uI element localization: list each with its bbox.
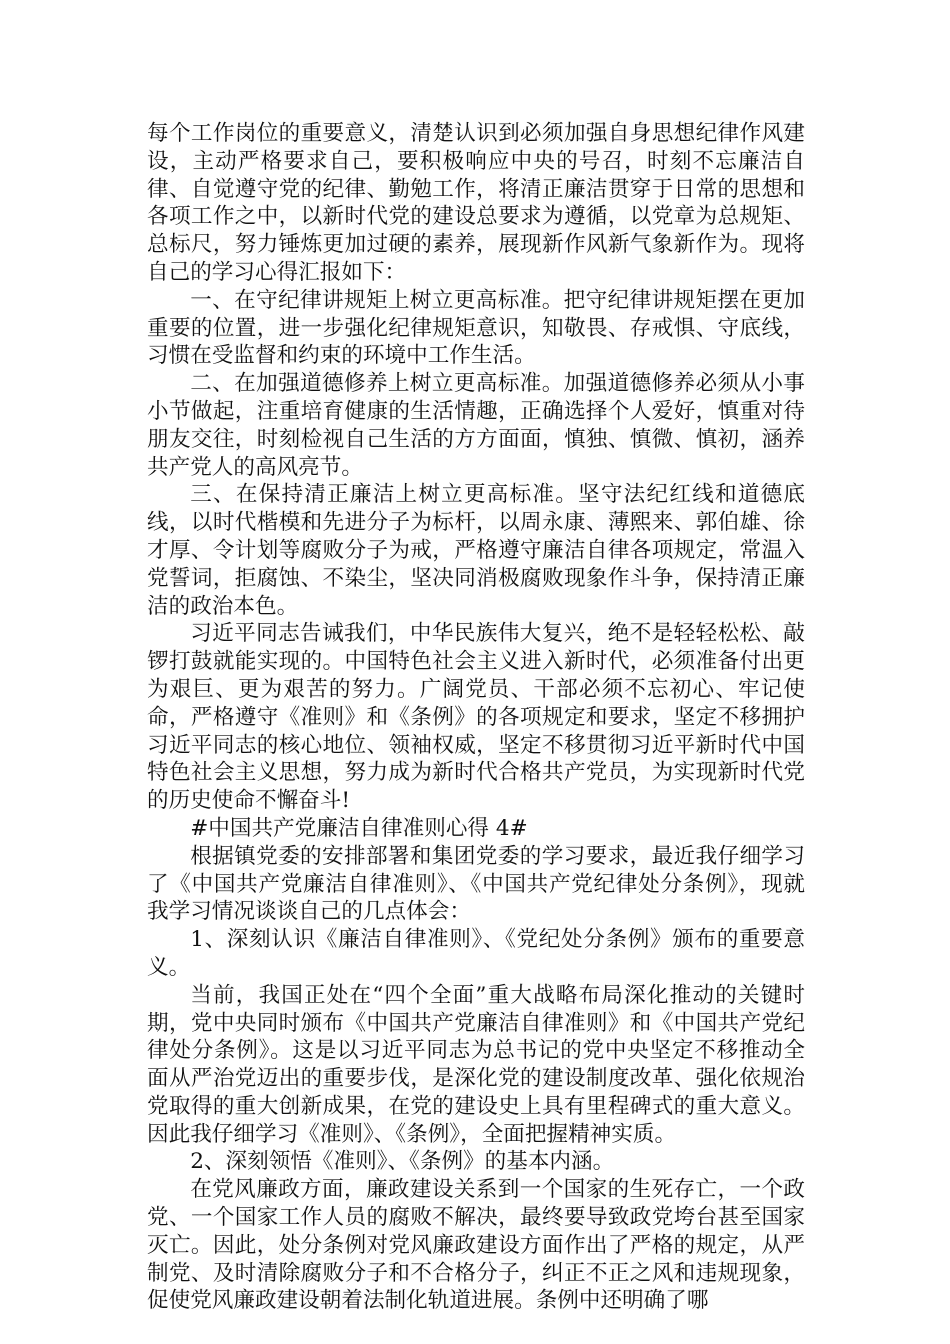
paragraph-1: 每个工作岗位的重要意义，清楚认识到必须加强自身思想纪律作风建设，主动严格要求自己，要积极响应中央的号召，时刻不忘廉洁自律、自觉遵守党的纪律、勤勉工作，将清正廉洁贯穿于日常的思想和各项工作之中，以新时代党的建设总要求为遵循，以党章为总规矩、总标尺，努力锤炼更加过硬的素养，展现新作风新气象新作为。现将自己的学习心得汇报如下： (147, 121, 805, 285)
paragraph-7: 根据镇党委的安排部署和集团党委的学习要求，最近我仔细学习了《中国共产党廉洁自律准则》、《中国共产党纪律处分条例》，现就我学习情况谈谈自己的几点体会： (147, 843, 805, 925)
paragraph-8: 1、深刻认识《廉洁自律准则》、《党纪处分条例》颁布的重要意义。 (147, 927, 805, 980)
section-heading: #中国共产党廉洁自律准则心得 4# (190, 815, 528, 841)
paragraph-10: 2、深刻领悟《准则》、《条例》的基本内涵。 (190, 1149, 615, 1175)
paragraph-9: 当前，我国正处在“四个全面”重大战略布局深化推动的关键时期，党中央同时颁布《中国共产党廉洁自律准则》和《中国共产党纪律处分条例》。这是以习近平同志为总书记的党中央坚定不移推动全面从严治党迈出的重要步伐，是深化党的建设制度改革、强化依规治党取得的重大创新成果，在党的建设史上具有里程碑式的重大意义。因此我仔细学习《准则》、《条例》，全面把握精神实质。 (147, 982, 805, 1147)
paragraph-11: 在党风廉政方面，廉政建设关系到一个国家的生死存亡，一个政党、一个国家工作人员的腐败不解决，最终要导致政党垮台甚至国家灭亡。因此，处分条例对党风廉政建设方面作出了严格的规定，从严制党、及时清除腐败分子和不合格分子，纠正不正之风和违规现象，促使党风廉政建设朝着法制化轨道进展。条例中还明确了哪 (147, 1177, 805, 1314)
paragraph-3: 二、在加强道德修养上树立更高标准。加强道德修养必须从小事小节做起，注重培育健康的生活情趣，正确选择个人爱好，慎重对待朋友交往，时刻检视自己生活的方方面面，慎独、慎微、慎初，涵养共产党人的高风亮节。 (147, 371, 805, 480)
document-body (147, 120, 805, 1315)
paragraph-2: 一、在守纪律讲规矩上树立更高标准。把守纪律讲规矩摆在更加重要的位置，进一步强化纪律规矩意识，知敬畏、存戒惧、守底线，习惯在受监督和约束的环境中工作生活。 (147, 287, 805, 369)
paragraph-4: 三、在保持清正廉洁上树立更高标准。坚守法纪红线和道德底线，以时代楷模和先进分子为标杆，以周永康、薄熙来、郭伯雄、徐才厚、令计划等腐败分子为戒，严格遵守廉洁自律各项规定，常温入党誓词，拒腐蚀、不染尘，坚决同消极腐败现象作斗争，保持清正廉洁的政治本色。 (147, 482, 805, 619)
paragraph-5: 习近平同志告诫我们，中华民族伟大复兴，绝不是轻轻松松、敲锣打鼓就能实现的。中国特色社会主义进入新时代，必须准备付出更为艰巨、更为艰苦的努力。广阔党员、干部必须不忘初心、牢记使命，严格遵守《准则》和《条例》的各项规定和要求，坚定不移拥护习近平同志的核心地位、领袖权威，坚定不移贯彻习近平新时代中国特色社会主义思想，努力成为新时代合格共产党员，为实现新时代党的历史使命不懈奋斗! (147, 621, 805, 814)
